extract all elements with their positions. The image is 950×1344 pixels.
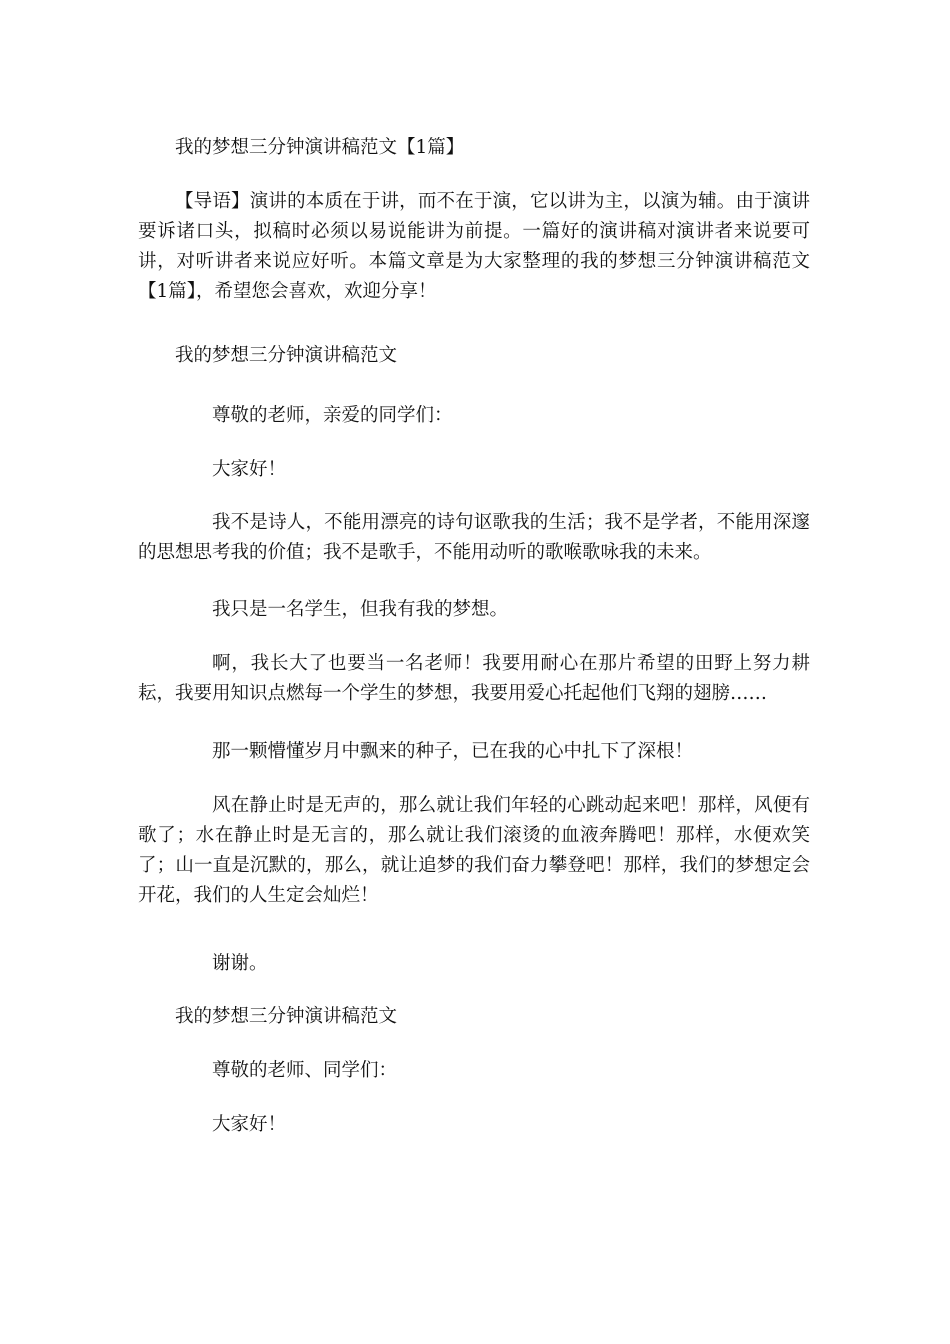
section2-heading: 我的梦想三分钟演讲稿范文 (175, 1006, 398, 1027)
section2-greeting: 大家好！ (212, 1114, 287, 1135)
section1-paragraph: 我不是诗人，不能用漂亮的诗句讴歌我的生活；我不是学者，不能用深邃的思想思考我的价值；我不是歌手，不能用动听的歌喉歌咏我的未来。 (138, 512, 810, 563)
section2-salutation: 尊敬的老师、同学们： (212, 1060, 398, 1081)
section1-salutation: 尊敬的老师，亲爱的同学们： (212, 405, 453, 426)
section1-heading: 我的梦想三分钟演讲稿范文 (175, 345, 398, 366)
section1-paragraph: 啊，我长大了也要当一名老师！我要用耐心在那片希望的田野上努力耕耘，我要用知识点燃每一个学生的梦想，我要用爱心托起他们飞翔的翅膀…… (138, 653, 810, 704)
section1-paragraph: 风在静止时是无声的，那么就让我们年轻的心跳动起来吧！那样，风便有歌了；水在静止时是无言的，那么就让我们滚烫的血液奔腾吧！那样，水便欢笑了；山一直是沉默的，那么，就让追梦的我们奋力攀登吧！那样，我们的梦想定会开花，我们的人生定会灿烂！ (138, 795, 810, 906)
section1-closing: 谢谢。 (212, 953, 268, 974)
section1-greeting: 大家好！ (212, 459, 287, 480)
section1-paragraph: 我只是一名学生，但我有我的梦想。 (212, 599, 509, 620)
document-title: 我的梦想三分钟演讲稿范文【1篇】 (175, 137, 465, 158)
section1-paragraph: 那一颗懵懂岁月中飘来的种子，已在我的心中扎下了深根！ (212, 741, 694, 762)
intro-paragraph: 【导语】演讲的本质在于讲，而不在于演，它以讲为主，以演为辅。由于演讲要诉诸口头，拟稿时必须以易说能讲为前提。一篇好的演讲稿对演讲者来说要可讲，对听讲者来说应好听。本篇文章是为大家整理的我的梦想三分钟演讲稿范文【1篇】，希望您会喜欢，欢迎分享！ (138, 191, 810, 302)
